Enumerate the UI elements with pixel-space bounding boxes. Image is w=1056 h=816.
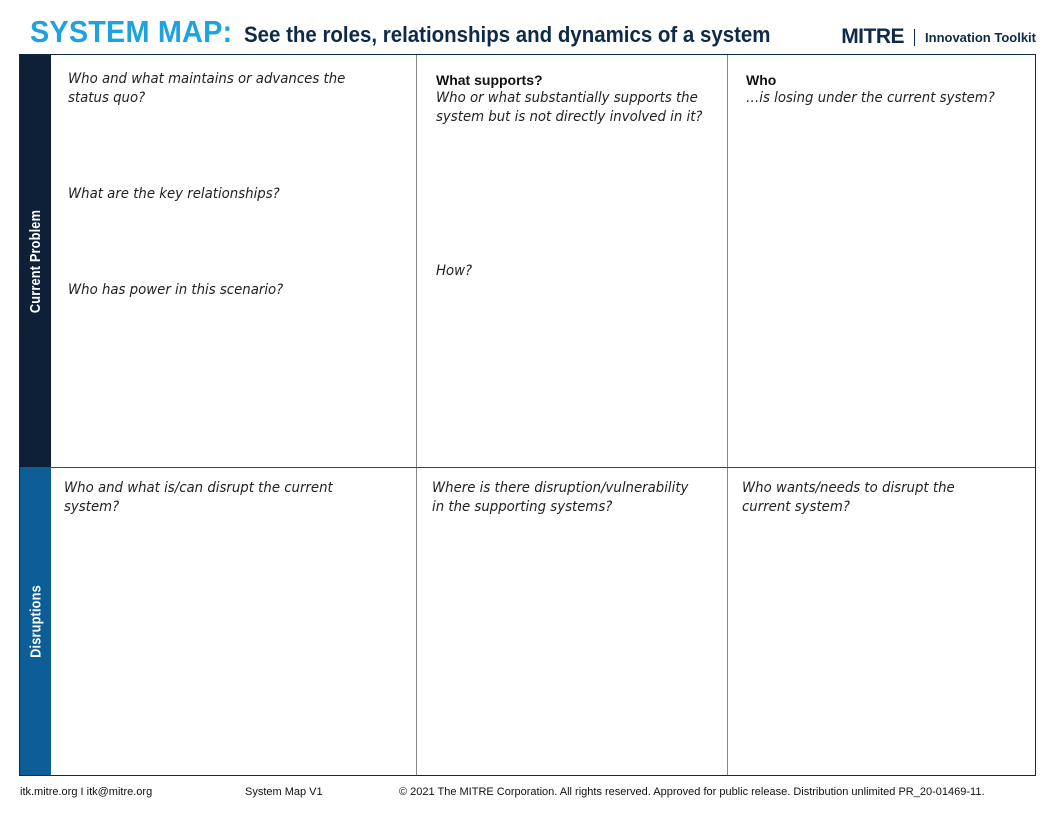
footer-copyright: © 2021 The MITRE Corporation. All rights reserved. Approved for public release. Distribution unlimited PR_20-01469-11. bbox=[399, 786, 985, 798]
title-main: SYSTEM MAP: bbox=[30, 14, 233, 49]
page-title bbox=[30, 14, 810, 50]
prompt-wants-disrupt: Who wants/needs to disrupt the current system? bbox=[742, 480, 955, 515]
prompt-supports: Who or what substantially supports the system but is not directly involved in it? bbox=[436, 90, 703, 125]
cell-current-maintainers[interactable] bbox=[51, 55, 416, 467]
cell-disrupt-wants[interactable] bbox=[728, 468, 1035, 775]
brand-divider bbox=[914, 29, 915, 46]
prompt-how: How? bbox=[436, 263, 473, 279]
brand bbox=[841, 25, 1036, 49]
mitre-logo: MITRE bbox=[841, 25, 905, 48]
cell-current-supports[interactable] bbox=[417, 55, 727, 467]
prompt-status-quo: Who and what maintains or advances the status quo? bbox=[68, 71, 346, 106]
cell-current-losing[interactable] bbox=[728, 55, 1035, 467]
cell-disrupt-who[interactable] bbox=[51, 468, 416, 775]
heading-what-supports: What supports? bbox=[436, 72, 543, 88]
row-label-current-problem: Current Problem bbox=[27, 209, 45, 313]
heading-who: Who bbox=[746, 72, 777, 88]
system-map-grid bbox=[19, 54, 1036, 776]
cell-disrupt-vulnerability[interactable] bbox=[417, 468, 727, 775]
prompt-power: Who has power in this scenario? bbox=[68, 282, 284, 298]
row-band-disruptions bbox=[20, 467, 51, 775]
title-subtitle: See the roles, relationships and dynamics of a system bbox=[243, 22, 771, 47]
prompt-losing: …is losing under the current system? bbox=[746, 90, 995, 106]
footer-version: System Map V1 bbox=[245, 786, 323, 798]
row-label-disruptions: Disruptions bbox=[27, 584, 45, 658]
brand-toolkit: Innovation Toolkit bbox=[925, 29, 1036, 45]
row-band-current-problem bbox=[20, 55, 51, 467]
prompt-vulnerability: Where is there disruption/vulnerability in the supporting systems? bbox=[432, 480, 689, 515]
prompt-disrupt-current: Who and what is/can disrupt the current system? bbox=[64, 480, 333, 515]
prompt-key-relationships: What are the key relationships? bbox=[68, 186, 280, 202]
footer-contact: itk.mitre.org I itk@mitre.org bbox=[20, 786, 153, 798]
